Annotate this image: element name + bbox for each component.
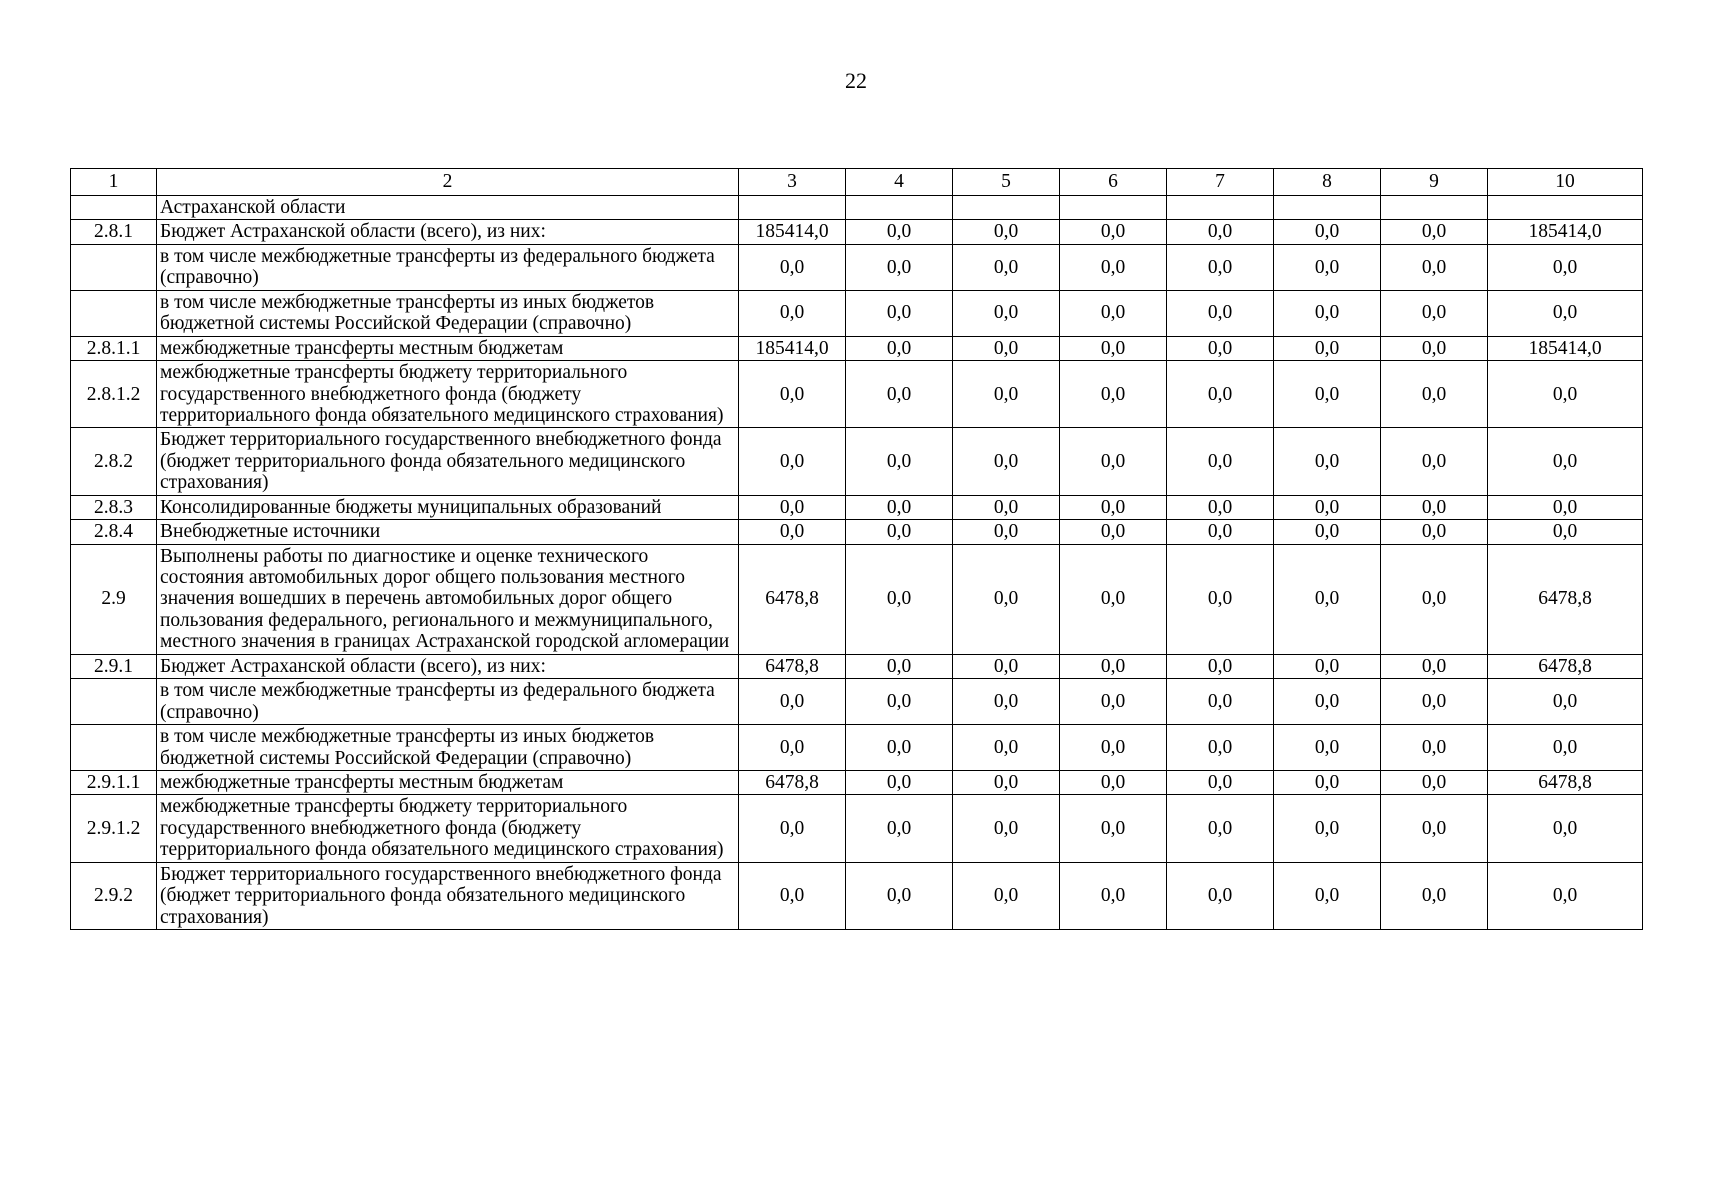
row-code-cell: 2.8.1.1 <box>71 336 157 360</box>
row-value-cell: 0,0 <box>1488 795 1643 862</box>
row-value-cell: 0,0 <box>1381 544 1488 654</box>
row-value-cell: 0,0 <box>1488 520 1643 544</box>
table-row <box>71 336 1643 360</box>
row-value-cell: 0,0 <box>1381 654 1488 678</box>
row-value-cell: 0,0 <box>1167 361 1274 428</box>
row-value-cell: 0,0 <box>1381 290 1488 336</box>
row-value-cell: 6478,8 <box>1488 770 1643 794</box>
row-value-cell: 0,0 <box>1274 795 1381 862</box>
row-value-cell: 0,0 <box>1488 679 1643 725</box>
row-value-cell: 0,0 <box>1381 862 1488 929</box>
table-row <box>71 654 1643 678</box>
row-code-cell: 2.9.1.2 <box>71 795 157 862</box>
row-value-cell: 0,0 <box>1060 495 1167 519</box>
row-value-cell: 0,0 <box>1060 770 1167 794</box>
row-value-cell: 0,0 <box>846 654 953 678</box>
row-code-cell: 2.9.1 <box>71 654 157 678</box>
column-header: 7 <box>1167 169 1274 196</box>
row-value-cell: 0,0 <box>739 725 846 771</box>
row-value-cell: 185414,0 <box>739 220 846 244</box>
row-value-cell: 0,0 <box>846 244 953 290</box>
table-row <box>71 428 1643 495</box>
row-value-cell: 0,0 <box>1274 244 1381 290</box>
row-value-cell: 0,0 <box>739 795 846 862</box>
table-row <box>71 196 1643 220</box>
row-value-cell: 0,0 <box>1488 725 1643 771</box>
table-body <box>71 196 1643 930</box>
row-value-cell: 185414,0 <box>1488 336 1643 360</box>
row-value-cell: 0,0 <box>953 220 1060 244</box>
row-code-cell: 2.9.2 <box>71 862 157 929</box>
row-value-cell: 0,0 <box>1274 770 1381 794</box>
row-value-cell: 0,0 <box>953 654 1060 678</box>
row-name-cell: межбюджетные трансферты местным бюджетам <box>157 336 739 360</box>
row-value-cell: 0,0 <box>1060 725 1167 771</box>
row-value-cell: 0,0 <box>1488 428 1643 495</box>
row-value-cell: 0,0 <box>953 428 1060 495</box>
row-value-cell: 0,0 <box>1381 220 1488 244</box>
row-value-cell: 0,0 <box>1274 361 1381 428</box>
row-value-cell: 0,0 <box>953 495 1060 519</box>
row-name-cell: Бюджет Астраханской области (всего), из них: <box>157 220 739 244</box>
row-name-cell: Внебюджетные источники <box>157 520 739 544</box>
budget-table <box>70 168 1643 930</box>
row-value-cell: 0,0 <box>1167 336 1274 360</box>
table-row <box>71 862 1643 929</box>
row-value-cell: 0,0 <box>953 336 1060 360</box>
table-row <box>71 795 1643 862</box>
row-value-cell: 0,0 <box>1381 361 1488 428</box>
row-value-cell: 0,0 <box>953 544 1060 654</box>
row-name-cell: Астраханской области <box>157 196 739 220</box>
row-value-cell: 0,0 <box>1167 725 1274 771</box>
row-value-cell: 0,0 <box>739 862 846 929</box>
table-row <box>71 679 1643 725</box>
row-name-cell: межбюджетные трансферты бюджету территориального государственного внебюджетного фонда (бюджету территориального фонда обязательного медицинского страхования) <box>157 361 739 428</box>
column-header: 3 <box>739 169 846 196</box>
column-header: 9 <box>1381 169 1488 196</box>
column-header: 10 <box>1488 169 1643 196</box>
row-value-cell: 0,0 <box>1060 361 1167 428</box>
row-name-cell: в том числе межбюджетные трансферты из иных бюджетов бюджетной системы Российской Федерации (справочно) <box>157 725 739 771</box>
row-value-cell: 185414,0 <box>739 336 846 360</box>
row-value-cell <box>953 196 1060 220</box>
row-code-cell <box>71 725 157 771</box>
row-value-cell: 0,0 <box>953 862 1060 929</box>
row-value-cell: 0,0 <box>1274 428 1381 495</box>
row-value-cell: 0,0 <box>1167 862 1274 929</box>
row-value-cell <box>739 196 846 220</box>
row-value-cell: 0,0 <box>846 770 953 794</box>
row-value-cell: 0,0 <box>1167 679 1274 725</box>
budget-table-container <box>70 168 1642 930</box>
row-value-cell: 0,0 <box>1060 544 1167 654</box>
row-value-cell: 0,0 <box>846 495 953 519</box>
row-name-cell: в том числе межбюджетные трансферты из федерального бюджета (справочно) <box>157 679 739 725</box>
row-value-cell: 0,0 <box>1488 862 1643 929</box>
row-code-cell: 2.8.1 <box>71 220 157 244</box>
row-code-cell <box>71 244 157 290</box>
row-value-cell: 0,0 <box>846 862 953 929</box>
column-header: 8 <box>1274 169 1381 196</box>
row-value-cell: 0,0 <box>846 290 953 336</box>
row-value-cell: 0,0 <box>1060 290 1167 336</box>
row-value-cell: 0,0 <box>739 244 846 290</box>
row-value-cell: 0,0 <box>953 290 1060 336</box>
row-value-cell: 0,0 <box>1488 244 1643 290</box>
table-row <box>71 770 1643 794</box>
row-value-cell: 0,0 <box>1167 520 1274 544</box>
row-code-cell <box>71 290 157 336</box>
row-value-cell: 0,0 <box>1060 520 1167 544</box>
row-value-cell: 0,0 <box>846 428 953 495</box>
row-value-cell: 0,0 <box>739 428 846 495</box>
row-name-cell: в том числе межбюджетные трансферты из иных бюджетов бюджетной системы Российской Федерации (справочно) <box>157 290 739 336</box>
row-value-cell: 0,0 <box>1488 495 1643 519</box>
table-row <box>71 220 1643 244</box>
row-value-cell: 0,0 <box>1167 428 1274 495</box>
row-name-cell: в том числе межбюджетные трансферты из федерального бюджета (справочно) <box>157 244 739 290</box>
row-value-cell: 0,0 <box>1274 290 1381 336</box>
row-value-cell: 185414,0 <box>1488 220 1643 244</box>
row-value-cell: 0,0 <box>846 336 953 360</box>
row-value-cell: 0,0 <box>1167 544 1274 654</box>
row-value-cell <box>1488 196 1643 220</box>
row-name-cell: межбюджетные трансферты бюджету территориального государственного внебюджетного фонда (бюджету территориального фонда обязательного медицинского страхования) <box>157 795 739 862</box>
row-value-cell: 0,0 <box>1274 220 1381 244</box>
row-value-cell: 6478,8 <box>739 544 846 654</box>
row-value-cell: 0,0 <box>1060 862 1167 929</box>
row-value-cell: 6478,8 <box>739 654 846 678</box>
row-value-cell <box>1274 196 1381 220</box>
row-value-cell: 0,0 <box>1381 770 1488 794</box>
row-value-cell: 0,0 <box>1167 795 1274 862</box>
row-value-cell: 0,0 <box>953 244 1060 290</box>
row-value-cell: 0,0 <box>1381 725 1488 771</box>
row-code-cell <box>71 196 157 220</box>
table-row <box>71 544 1643 654</box>
row-value-cell: 0,0 <box>1381 679 1488 725</box>
row-value-cell: 0,0 <box>1381 495 1488 519</box>
row-code-cell: 2.9.1.1 <box>71 770 157 794</box>
row-value-cell: 6478,8 <box>739 770 846 794</box>
row-value-cell: 0,0 <box>1274 725 1381 771</box>
row-value-cell: 0,0 <box>846 220 953 244</box>
row-value-cell <box>1381 196 1488 220</box>
row-value-cell <box>846 196 953 220</box>
row-name-cell: Бюджет территориального государственного внебюджетного фонда (бюджет территориального фонда обязательного медицинского страхования) <box>157 862 739 929</box>
column-header: 1 <box>71 169 157 196</box>
row-value-cell: 0,0 <box>1381 428 1488 495</box>
row-code-cell: 2.9 <box>71 544 157 654</box>
row-name-cell: Бюджет Астраханской области (всего), из них: <box>157 654 739 678</box>
row-value-cell: 0,0 <box>1060 428 1167 495</box>
row-value-cell: 0,0 <box>1381 795 1488 862</box>
row-value-cell: 0,0 <box>953 520 1060 544</box>
row-value-cell: 0,0 <box>1167 770 1274 794</box>
row-value-cell: 0,0 <box>953 770 1060 794</box>
row-value-cell: 6478,8 <box>1488 654 1643 678</box>
row-value-cell: 0,0 <box>739 361 846 428</box>
row-value-cell: 0,0 <box>1060 654 1167 678</box>
row-value-cell <box>1060 196 1167 220</box>
row-value-cell: 0,0 <box>1060 679 1167 725</box>
row-value-cell: 0,0 <box>1274 336 1381 360</box>
row-value-cell: 0,0 <box>1381 520 1488 544</box>
row-value-cell: 0,0 <box>846 679 953 725</box>
row-value-cell: 0,0 <box>1488 290 1643 336</box>
row-code-cell <box>71 679 157 725</box>
column-header: 2 <box>157 169 739 196</box>
table-row <box>71 290 1643 336</box>
row-value-cell: 0,0 <box>1167 495 1274 519</box>
row-value-cell: 0,0 <box>953 795 1060 862</box>
row-value-cell: 0,0 <box>1274 654 1381 678</box>
row-value-cell: 0,0 <box>953 725 1060 771</box>
row-value-cell: 0,0 <box>1060 220 1167 244</box>
row-value-cell: 0,0 <box>846 725 953 771</box>
page-number: 22 <box>845 68 867 93</box>
row-value-cell: 0,0 <box>846 520 953 544</box>
row-value-cell: 0,0 <box>1167 244 1274 290</box>
row-value-cell: 0,0 <box>846 361 953 428</box>
row-value-cell: 0,0 <box>739 290 846 336</box>
row-name-cell: Выполнены работы по диагностике и оценке технического состояния автомобильных дорог общего пользования местного значения вошедших в перечень автомобильных дорог общего пользования федерального, регионального и межмуниципального, местного значения в границах Астраханской городской агломерации <box>157 544 739 654</box>
row-value-cell: 0,0 <box>1167 220 1274 244</box>
row-value-cell <box>1167 196 1274 220</box>
column-header: 6 <box>1060 169 1167 196</box>
row-code-cell: 2.8.1.2 <box>71 361 157 428</box>
table-row <box>71 495 1643 519</box>
row-value-cell: 0,0 <box>739 679 846 725</box>
table-row <box>71 361 1643 428</box>
row-value-cell: 0,0 <box>1274 544 1381 654</box>
row-value-cell: 0,0 <box>846 795 953 862</box>
row-code-cell: 2.8.4 <box>71 520 157 544</box>
row-value-cell: 0,0 <box>739 495 846 519</box>
row-value-cell: 6478,8 <box>1488 544 1643 654</box>
row-name-cell: межбюджетные трансферты местным бюджетам <box>157 770 739 794</box>
row-value-cell: 0,0 <box>1488 361 1643 428</box>
row-value-cell: 0,0 <box>1167 290 1274 336</box>
row-value-cell: 0,0 <box>846 544 953 654</box>
row-value-cell: 0,0 <box>1274 679 1381 725</box>
row-value-cell: 0,0 <box>1060 336 1167 360</box>
row-value-cell: 0,0 <box>1381 244 1488 290</box>
column-header: 5 <box>953 169 1060 196</box>
row-value-cell: 0,0 <box>1381 336 1488 360</box>
row-value-cell: 0,0 <box>953 679 1060 725</box>
row-code-cell: 2.8.3 <box>71 495 157 519</box>
row-value-cell: 0,0 <box>1060 244 1167 290</box>
row-value-cell: 0,0 <box>1274 520 1381 544</box>
row-name-cell: Бюджет территориального государственного внебюджетного фонда (бюджет территориального фонда обязательного медицинского страхования) <box>157 428 739 495</box>
table-row <box>71 725 1643 771</box>
row-value-cell: 0,0 <box>1274 862 1381 929</box>
row-value-cell: 0,0 <box>1167 654 1274 678</box>
row-value-cell: 0,0 <box>1060 795 1167 862</box>
table-header-row <box>71 169 1643 196</box>
table-row <box>71 244 1643 290</box>
row-name-cell: Консолидированные бюджеты муниципальных образований <box>157 495 739 519</box>
row-value-cell: 0,0 <box>739 520 846 544</box>
row-code-cell: 2.8.2 <box>71 428 157 495</box>
table-row <box>71 520 1643 544</box>
column-header: 4 <box>846 169 953 196</box>
row-value-cell: 0,0 <box>953 361 1060 428</box>
row-value-cell: 0,0 <box>1274 495 1381 519</box>
